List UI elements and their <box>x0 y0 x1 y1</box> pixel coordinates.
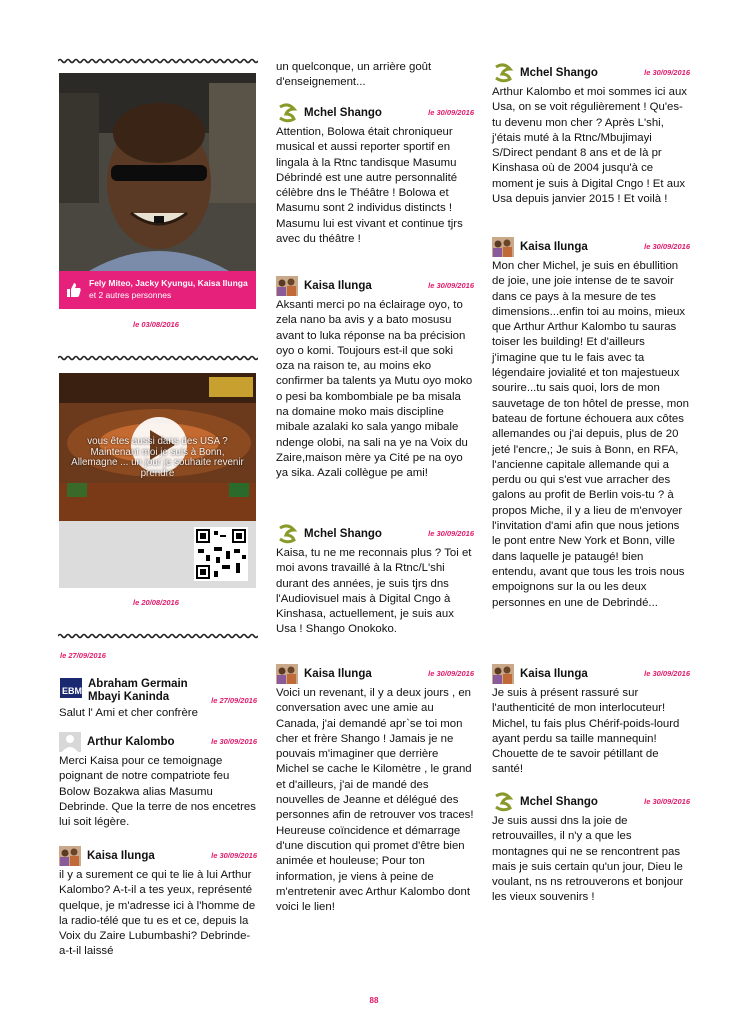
continued-text: un quelconque, un arrière goût d'enseignement... <box>276 61 432 89</box>
post-date: le 27/09/2016 <box>60 651 106 660</box>
comment-date: le 30/09/2016 <box>644 797 690 806</box>
comment <box>492 63 690 207</box>
video-caption: vous êtes aussi dans des USA ? Maintenant moi je suis à Bonn, Allemagne ... un jour je souhaite revenir prendre <box>71 436 244 479</box>
comment-text: Je suis à présent rassuré sur l'authenticité de mon interlocuteur! Michel, tu fais plus Chérif-poids-lourd ayant perdu sa taille mannequin! Chouette de te savoir pétillant de santé! <box>492 687 680 776</box>
comment <box>276 524 474 638</box>
avatar[interactable] <box>59 732 81 752</box>
post-date: le 20/08/2016 <box>133 598 179 607</box>
comment <box>492 237 690 611</box>
comment-date: le 30/09/2016 <box>211 737 257 746</box>
comment-text: Salut l' Ami et cher confrère <box>59 707 198 719</box>
comment <box>59 732 257 830</box>
comment-date: le 30/09/2016 <box>428 281 474 290</box>
commenter-name[interactable]: Mchel Shango <box>304 528 382 540</box>
video-thumbnail[interactable] <box>59 373 256 521</box>
commenter-name[interactable]: Kaisa Ilunga <box>304 668 372 680</box>
wavy-divider <box>58 633 258 639</box>
comment-date: le 30/09/2016 <box>428 108 474 117</box>
comment-text: Kaisa, tu ne me reconnais plus ? Toi et moi avons travaillé à la Rtnc/L'shi durant des années, je suis tjrs dns l'Audiovisuel mais à Digital Cngo à Kinshasa, actuellement, je suis aux Usa ! Shango Onokoko. <box>276 547 472 636</box>
comment-text: Voici un revenant, il y a deux jours , en conversation avec une amie au Canada, j'ai demandé apr`se toi mon cher et frère Shango ! Jamais je ne pouvais m'imaginer que derrière Michel se cache le Kilomètre , le grand et d'ailleurs, j'ai de mandé des nouvelles de Jeanne et délégué des personnes afin de retrouver vos traces! Heureuse coïncidence et démarrage d'une discution qui promet d'être bien animée et houleuse; Pour ton information, je viens à peine de m'entretenir avec Arthur Kalombo dont voici le lien! <box>276 687 474 914</box>
thumbs-up-icon <box>66 282 82 298</box>
avatar[interactable] <box>492 792 512 812</box>
post-date: le 03/08/2016 <box>133 320 179 329</box>
comment <box>59 846 257 960</box>
video-footer <box>59 521 256 588</box>
commenter-name[interactable]: Kaisa Ilunga <box>520 241 588 253</box>
wavy-divider <box>58 355 258 361</box>
commenter-name[interactable]: Mchel Shango <box>520 67 598 79</box>
comment <box>492 792 690 906</box>
comment-text: Je suis aussi dns la joie de retrouvailles, il n'y a que les montagnes qui ne se rencontrent pas mais je suis certain qu'un jour, Dieu le voulant, ns ns retrouverons et bonjour les vieux souvenirs ! <box>492 815 684 904</box>
avatar[interactable] <box>492 237 512 257</box>
likes-more[interactable]: et 2 autres personnes <box>89 289 172 300</box>
commenter-name[interactable]: Kaisa Ilunga <box>304 280 372 292</box>
comment-date: le 30/09/2016 <box>211 851 257 860</box>
comment-text: Aksanti merci po na éclairage oyo, to zela nano ba avis y a bato mosusu avant to luka réponse na ba précision oyo o komi. Toujours est-il que soki oza na raison te, au moins eko confirmer ba talents ya Mutu oyo moko o pesi ba kombombiale pe ba misala na domaine moko mais discipline mibale azalaki ko sala yango mibale ndenge olobi, na sali na ye na Voix du Zaire,maison mère ya Cité pe na oyo ya sika. Azali collègue pe ami! <box>276 299 473 480</box>
commenter-name[interactable]: Mchel Shango <box>304 107 382 119</box>
avatar[interactable] <box>276 276 296 296</box>
comment-text: il y a surement ce qui te lie à lui Arthur Kalombo? A-t-il a tes yeux, représenté quelque, je m'adresse ici à l'homme de la radio-télé que tu es et ce, depuis la Voix du Zaire Lubumbashi? Debrinde-a-t-il laissé <box>59 869 256 958</box>
comment-text: Merci Kaisa pour ce temoignage poignant de notre compatriote feu Bolow Bozakwa alias Masumu Debrinde. Que la terre de nos encetres lui soit légère. <box>59 755 256 829</box>
comment-date: le 30/09/2016 <box>644 68 690 77</box>
commenter-name[interactable]: Mchel Shango <box>520 796 598 808</box>
avatar[interactable] <box>276 664 296 684</box>
avatar[interactable] <box>276 524 296 544</box>
wavy-divider <box>58 58 258 64</box>
commenter-name[interactable]: Arthur Kalombo <box>87 736 175 748</box>
comment-date: le 30/09/2016 <box>428 529 474 538</box>
comment-date: le 30/09/2016 <box>644 242 690 251</box>
comment-text: Arthur Kalombo et moi sommes ici aux Usa, on se voit régulièrement ! Qu'es-tu devenu mon cher ? Après L'shi, j'étais muté à la Rtnc/Mbujimayi S/Direct pendant 8 ans et de là pr Kinshasa où de 2004 jusqu'à ce moment je suis à Digital Cngo ! Et aux Usa depuis janvier 2015 ! Et voilà ! <box>492 86 687 206</box>
page-number: 88 <box>369 996 379 1005</box>
comment-date: le 30/09/2016 <box>428 669 474 678</box>
avatar[interactable] <box>492 63 512 83</box>
comment <box>276 103 474 247</box>
avatar[interactable] <box>276 103 296 123</box>
commenter-name[interactable]: Kaisa Ilunga <box>87 850 155 862</box>
likes-bar[interactable] <box>59 271 256 309</box>
comment <box>492 664 690 778</box>
comment-date: le 27/09/2016 <box>211 696 257 705</box>
profile-photo[interactable] <box>59 73 256 271</box>
likes-names[interactable]: Fely Miteo, Jacky Kyungu, Kaisa Ilunga <box>89 278 248 288</box>
comment-date: le 30/09/2016 <box>644 669 690 678</box>
commenter-name[interactable]: Abraham Germain Mbayi Kaninda <box>88 678 188 703</box>
qr-code-icon[interactable] <box>194 527 248 581</box>
avatar[interactable] <box>492 664 512 684</box>
comment-text: Mon cher Michel, je suis en ébullition de joie, une joie intense de te savoir dans ce pays à la mesure de tes dimensions...enfin toi au moins, mieux que Arthur Arthur Kalombo tu sauras toiser les building! Et d'ailleurs j'imagine que tu le fais avec ta légendaire jovialité et ton majestueux sourire...tu sais quoi, lors de mon sauvetage de ton hôtel de presse, mon bateau de fortune échouera aux côtes allemandes ou j'ai depuis, plus de 20 jeté l'encre,; Je suis à Bonn, en RFA, l'ancienne capitale allemande qui a perdu ou qui s'est vue arracher des galons au profit de Berlin vois-tu ? à propos Miche, il y a lieu de m'envoyer l'invitation d'ami afin que nous jetions le pont entre New York et Bonn, ville dans laquelle je pataugé! bien entendu, avant que tous les trois nous empoignons sur la ou les deux personnes en une de Debrindé... <box>492 260 689 609</box>
avatar[interactable] <box>59 846 79 866</box>
comment <box>276 664 474 915</box>
comment-text: Attention, Bolowa était chroniqueur musical et aussi reporter sportif en lingala à la Rtnc tandisque Masumu Débrindé est une autre personnalité célèbre dns le Théâtre ! Bolowa et Masumu sont 2 individus distincts ! Masumu lui est vivant et continue tjrs avec du théâtre ! <box>276 126 463 246</box>
svg-text:EBM: EBM <box>62 686 82 696</box>
commenter-name[interactable]: Kaisa Ilunga <box>520 668 588 680</box>
comment <box>276 276 474 482</box>
avatar[interactable] <box>60 678 82 698</box>
